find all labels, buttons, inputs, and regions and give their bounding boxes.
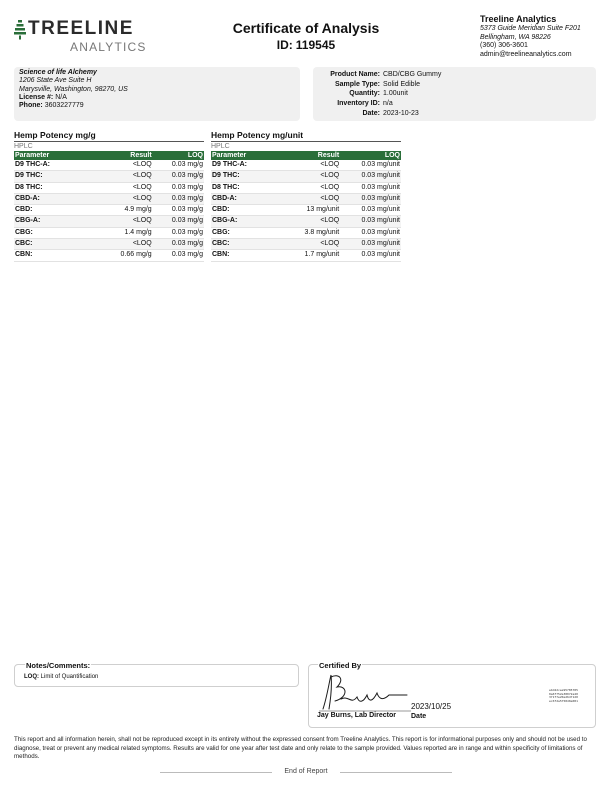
product-row <box>313 89 596 99</box>
table-row <box>211 205 401 216</box>
parameter-cell: CBD-A: <box>14 193 101 204</box>
result-cell: <LOQ <box>101 182 152 193</box>
notes-term: LOQ: <box>24 674 39 680</box>
parameter-cell: CBG-A: <box>211 216 287 227</box>
table-title: Hemp Potency mg/g <box>14 130 204 142</box>
footer-divider-left <box>160 772 272 773</box>
client-phone <box>19 102 295 110</box>
parameter-cell: CBD: <box>14 205 101 216</box>
product-row-label: Date: <box>362 109 380 117</box>
certification-date-label: Date <box>411 713 427 720</box>
parameter-cell: CBN: <box>14 250 101 261</box>
result-cell: <LOQ <box>101 193 152 204</box>
report-id-value: 119545 <box>295 38 336 52</box>
loq-cell: 0.03 mg/g <box>153 216 204 227</box>
potency-table-mg-g <box>14 130 204 262</box>
loq-cell: 0.03 mg/unit <box>340 250 401 261</box>
parameter-cell: D8 THC: <box>211 182 287 193</box>
result-cell: 1.4 mg/g <box>101 227 152 238</box>
table-row <box>14 239 204 250</box>
result-cell: 3.8 mg/unit <box>287 227 340 238</box>
parameter-cell: D9 THC: <box>211 171 287 182</box>
table-row <box>14 250 204 261</box>
product-info-panel <box>313 67 596 121</box>
loq-cell: 0.03 mg/g <box>153 182 204 193</box>
parameter-cell: D9 THC-A: <box>14 160 101 171</box>
table-row <box>14 227 204 238</box>
lab-phone: (360) 306-3601 <box>480 42 528 50</box>
column-header-result: Result <box>287 151 340 160</box>
parameter-cell: CBN: <box>211 250 287 261</box>
report-id <box>206 38 406 52</box>
lab-address-line2: Bellingham, WA 98226 <box>480 33 551 41</box>
results-table <box>211 151 401 262</box>
client-info-panel <box>14 67 300 121</box>
product-row <box>313 99 596 109</box>
product-row-value: CBD/CBG Gummy <box>383 71 442 78</box>
product-row <box>313 70 596 80</box>
result-cell: <LOQ <box>287 239 340 250</box>
signer-name: Jay Burns, Lab Director <box>317 712 396 719</box>
column-header-loq: LOQ <box>340 151 401 160</box>
disclaimer-text: This report and all information herein, shall not be reproduced except in its entirety without the expressed consent from Treeline Analytics. This report is for informational purposes only and should not be used to diagnose, treat or prevent any medical related symptoms. Results are valid for one year after test date and only relate to the sample provided. Values reported are in range and within specificity of limitations of methods. <box>14 736 587 761</box>
client-phone-value: 3603227779 <box>44 102 84 110</box>
table-method: HPLC <box>14 143 33 150</box>
loq-cell: 0.03 mg/unit <box>340 227 401 238</box>
table-method: HPLC <box>211 143 230 150</box>
product-row-label: Sample Type: <box>335 80 380 88</box>
client-license-value: N/A <box>55 93 67 101</box>
parameter-cell: D9 THC: <box>14 171 101 182</box>
table-row <box>211 239 401 250</box>
loq-cell: 0.03 mg/g <box>153 227 204 238</box>
client-address-line2: Marysville, Washington, 98270, US <box>19 85 128 93</box>
loq-cell: 0.03 mg/unit <box>340 205 401 216</box>
potency-table-mg-unit <box>211 130 401 262</box>
hash-line: e4d4dcee95785785 <box>549 688 578 692</box>
parameter-cell: CBC: <box>211 239 287 250</box>
table-row <box>211 250 401 261</box>
loq-cell: 0.03 mg/g <box>153 239 204 250</box>
notes-box <box>14 661 299 687</box>
treeline-logo <box>14 18 149 58</box>
client-address-line1: 1206 State Ave Suite H <box>19 77 92 85</box>
product-row-value: 2023-10-23 <box>383 109 419 117</box>
product-row-label: Quantity: <box>349 90 380 98</box>
parameter-cell: D8 THC: <box>14 182 101 193</box>
result-cell: 1.7 mg/unit <box>287 250 340 261</box>
certification-box <box>308 661 596 728</box>
product-row <box>313 80 596 90</box>
result-cell: <LOQ <box>287 216 340 227</box>
notes-text <box>24 674 98 680</box>
loq-cell: 0.03 mg/g <box>153 205 204 216</box>
lab-email[interactable]: admin@treelineanalytics.com <box>480 50 572 58</box>
table-row <box>14 193 204 204</box>
tree-logo-icon <box>14 20 26 40</box>
table-row <box>14 205 204 216</box>
parameter-cell: CBD: <box>211 205 287 216</box>
parameter-cell: CBG-A: <box>14 216 101 227</box>
loq-cell: 0.03 mg/unit <box>340 239 401 250</box>
parameter-cell: D9 THC-A: <box>211 160 287 171</box>
client-name: Science of life Alchemy <box>19 69 97 76</box>
client-license-label: License #: <box>19 93 54 101</box>
report-id-label: ID: <box>276 38 293 52</box>
logo-wordmark: TREELINE <box>28 18 134 39</box>
table-header-row <box>14 151 204 160</box>
notes-title: Notes/Comments: <box>26 661 91 670</box>
result-cell: 13 mg/unit <box>287 205 340 216</box>
footer-divider-right <box>340 772 452 773</box>
end-of-report: End of Report <box>284 768 328 775</box>
table-header-row <box>211 151 401 160</box>
parameter-cell: CBD-A: <box>211 193 287 204</box>
parameter-cell: CBG: <box>211 227 287 238</box>
loq-cell: 0.03 mg/g <box>153 160 204 171</box>
result-cell: <LOQ <box>101 216 152 227</box>
table-row <box>211 193 401 204</box>
hash-line: 371f7e20e26d7120 <box>549 695 578 700</box>
loq-cell: 0.03 mg/g <box>153 193 204 204</box>
loq-cell: 0.03 mg/unit <box>340 216 401 227</box>
table-row <box>14 216 204 227</box>
parameter-cell: CBG: <box>14 227 101 238</box>
product-row-label: Inventory ID: <box>337 100 380 108</box>
table-row <box>211 227 401 238</box>
certification-date: 2023/10/25 <box>411 702 452 711</box>
result-cell: <LOQ <box>101 160 152 171</box>
logo-subtitle: ANALYTICS <box>70 40 147 54</box>
results-table <box>14 151 204 262</box>
table-title: Hemp Potency mg/unit <box>211 130 401 142</box>
verification-hash <box>549 689 578 703</box>
page-title: Certificate of Analysis <box>232 20 380 36</box>
column-header-parameter: Parameter <box>211 151 287 160</box>
column-header-result: Result <box>101 151 152 160</box>
product-row-value: n/a <box>383 100 393 108</box>
table-row <box>211 216 401 227</box>
result-cell: <LOQ <box>287 193 340 204</box>
loq-cell: 0.03 mg/g <box>153 171 204 182</box>
loq-cell: 0.03 mg/unit <box>340 193 401 204</box>
result-cell: 0.66 mg/g <box>101 250 152 261</box>
lab-address-line1: 5373 Guide Meridian Suite F201 <box>480 25 581 32</box>
certification-title: Certified By <box>319 661 362 670</box>
hash-line: ec6f2a5758d0e081 <box>549 698 578 703</box>
product-row-label: Product Name: <box>330 71 380 78</box>
result-cell: <LOQ <box>101 171 152 182</box>
parameter-cell: CBC: <box>14 239 101 250</box>
table-row <box>14 160 204 171</box>
signature-image <box>319 669 411 713</box>
product-row <box>313 109 596 119</box>
column-header-loq: LOQ <box>153 151 204 160</box>
loq-cell: 0.03 mg/unit <box>340 182 401 193</box>
result-cell: <LOQ <box>101 239 152 250</box>
result-cell: <LOQ <box>287 182 340 193</box>
notes-definition: Limit of Quantification <box>40 674 99 680</box>
loq-cell: 0.03 mg/unit <box>340 171 401 182</box>
table-row <box>211 171 401 182</box>
table-row <box>211 160 401 171</box>
lab-name: Treeline Analytics <box>480 14 557 24</box>
client-license <box>19 94 295 102</box>
hash-line: 0a6f752e38072a40 <box>549 691 578 696</box>
product-row-value: 1.00unit <box>383 90 408 98</box>
client-phone-label: Phone: <box>19 102 43 110</box>
table-row <box>14 171 204 182</box>
result-cell: <LOQ <box>287 160 340 171</box>
column-header-parameter: Parameter <box>14 151 101 160</box>
table-row <box>211 182 401 193</box>
loq-cell: 0.03 mg/unit <box>340 160 401 171</box>
result-cell: <LOQ <box>287 171 340 182</box>
result-cell: 4.9 mg/g <box>101 205 152 216</box>
lab-info <box>480 14 606 59</box>
loq-cell: 0.03 mg/g <box>153 250 204 261</box>
table-row <box>14 182 204 193</box>
product-row-value: Solid Edible <box>383 80 420 88</box>
